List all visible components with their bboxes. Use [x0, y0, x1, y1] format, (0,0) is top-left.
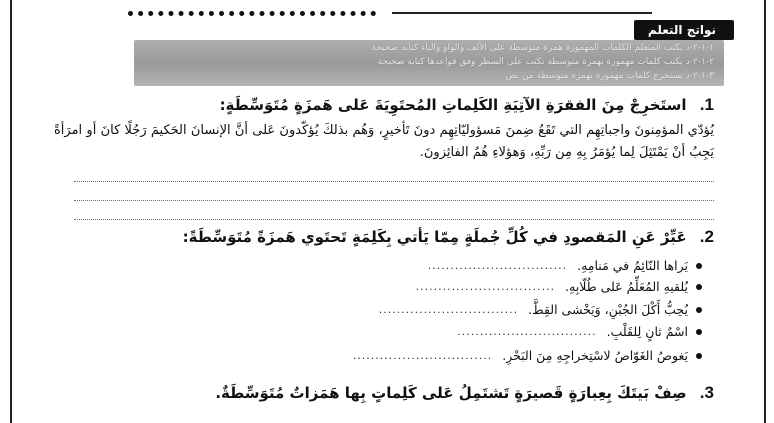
list-item [353, 346, 702, 366]
bullet-icon [696, 307, 702, 313]
answer-blank[interactable]: ............................... [415, 280, 556, 293]
list-item [457, 322, 702, 342]
question-2-number: 2. [699, 227, 714, 246]
list-item [416, 277, 702, 297]
item-text: يُحِبُّ أَكْلَ الجُبْنِ، وَيَخْشى القِطَّ. [528, 302, 688, 317]
top-divider-line [392, 0, 652, 14]
question-3-title [215, 382, 714, 404]
list-item [379, 300, 702, 320]
question-1-text: استَخرِجْ مِنَ الفقرَةِ الآتِيَةِ الكَلِماتِ المُحتَوِيَةَ عَلى هَمزَةٍ مُتَوَسِّطَةٍ: [219, 96, 687, 114]
learning-outcomes-box [134, 40, 724, 86]
question-1-paragraph: يُؤدّي المؤمِنونَ واجباتِهِم التي تَقَعُ ضِمنَ مَسؤوليّاتِهِم دونَ تَأخيرٍ، وَهُم بذلكَ يُؤكّدونَ عَلى أنَّ الإنسانَ الحَكيمَ رَجُلًا كانَ أو امرَأةً يَجِبُ أنْ يَمْتَثِلَ لِما يُؤمَرُ بِهِ مِن رَبِّهِ، وَهؤلاءِ هُمُ الفائِزونَ. [54, 123, 714, 160]
answer-line[interactable] [74, 181, 714, 183]
answer-line[interactable] [74, 219, 714, 221]
outcome-line: ٣-١-٢-د يستخرج كلمات مهموزة بهمزة متوسطة من نص [505, 71, 714, 81]
question-3-number: 3. [699, 383, 714, 402]
item-text: اسْمٌ ثانٍ لِلقَلْبِ. [606, 324, 688, 339]
bullet-icon [696, 263, 702, 269]
bullet-icon [696, 329, 702, 335]
bullet-icon [696, 353, 702, 359]
question-2-text: عَبِّرْ عَنِ المَقصودِ في كُلِّ جُملَةٍ مِمّا يَأتي بِكَلِمَةٍ تَحتَوي هَمزَةً مُتَوَسِّطَةً: [182, 228, 687, 246]
answer-blank[interactable]: ............................... [457, 325, 597, 338]
item-text: يَغوصُ الغَوّاصُ لاسْتِخراجِهِ مِنَ البَحْرِ. [502, 348, 688, 363]
outcome-line: ١-١-٢-د يكتب المتعلم الكلمات المهموزة همزة متوسطة على الألف والواو والياء كتابة صحيحة [371, 43, 714, 53]
question-2-title [183, 226, 714, 248]
item-text: يَراها النّائِمُ في مَنامِهِ. [577, 258, 688, 273]
answer-blank[interactable]: ............................... [378, 303, 519, 316]
learning-outcomes-tag: نواتج التعلم [634, 20, 734, 40]
bullet-icon [696, 284, 702, 290]
list-item [428, 256, 702, 276]
question-1-title [220, 94, 714, 116]
answer-line[interactable] [74, 200, 714, 202]
question-3-text: صِفْ بَيتَكَ بِعِبارَةٍ قَصيرَةٍ تَشتَمِلُ عَلى كَلِماتٍ بِها هَمَزاتٌ مُتَوَسِّطَةٌ. [215, 384, 687, 402]
top-dotted-line [128, 0, 376, 16]
question-1-number: 1. [699, 95, 714, 114]
answer-blank[interactable]: ............................... [427, 259, 568, 272]
answer-blank[interactable]: ............................... [352, 349, 493, 362]
item-text: يُلقيهِ المُعَلِّمُ عَلى طُلّابِهِ. [565, 279, 688, 294]
outcome-line: ٢-١-٢-د يكتب كلمات مهموزة بهمزة متوسطة تكتب على السطر وفق قواعدها كتابة صحيحة [377, 57, 714, 67]
